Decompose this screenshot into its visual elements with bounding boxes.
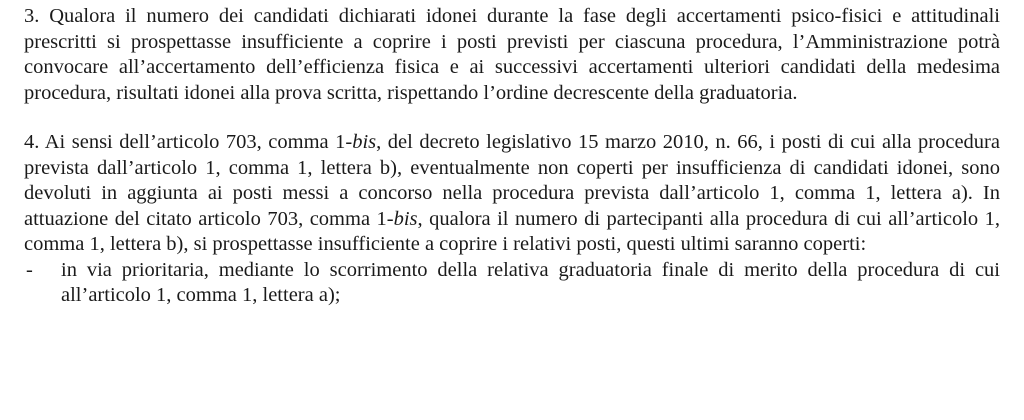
document-page	[24, 4, 1000, 309]
bullet-list	[24, 258, 1000, 309]
bullet-text: in via prioritaria, mediante lo scorrimento della relativa graduatoria finale di merito della procedura di cui all’articolo 1, comma 1, lettera a);	[61, 258, 1000, 306]
bullet-dash: -	[26, 258, 33, 281]
paragraph-4-text-3: , qualora il numero di partecipanti alla procedura di cui all’articolo 1, comma 1, lettera b), si prospettasse insufficiente a coprire i relativi posti, questi ultimi saranno coperti:	[24, 207, 1000, 255]
paragraph-4-text-2: , del decreto legislativo 15 marzo 2010, n. 66, i posti di cui alla procedura prevista dall’articolo 1, comma 1, lettera b), eventualmente non coperti per insufficienza di candidati idonei, sono devoluti in aggiunta ai posti messi a concorso nella procedura prevista dall’articolo 1, comma 1, lettera a). In attuazione del citato articolo 703, comma 1-	[24, 131, 1000, 230]
paragraph-4-italic-bis-1: bis	[352, 131, 377, 153]
paragraph-4-italic-bis-2: bis	[393, 207, 418, 230]
paragraph-3: 3. Qualora il numero dei candidati dichiarati idonei durante la fase degli accertamenti psico-fisici e attitudinali prescritti si prospettasse insufficiente a coprire i posti previsti per ciascuna procedura, l’Amministrazione potrà convocare all’accertamento dell’efficienza fisica e ai successivi accertamenti ulteriori candidati della medesima procedura, risultati idonei alla prova scritta, rispettando l’ordine decrescente della graduatoria.	[24, 5, 1000, 104]
paragraph-4-text-1: 4. Ai sensi dell’articolo 703, comma 1-	[24, 131, 353, 153]
paragraph-4	[24, 130, 1000, 258]
list-item	[24, 258, 1000, 309]
